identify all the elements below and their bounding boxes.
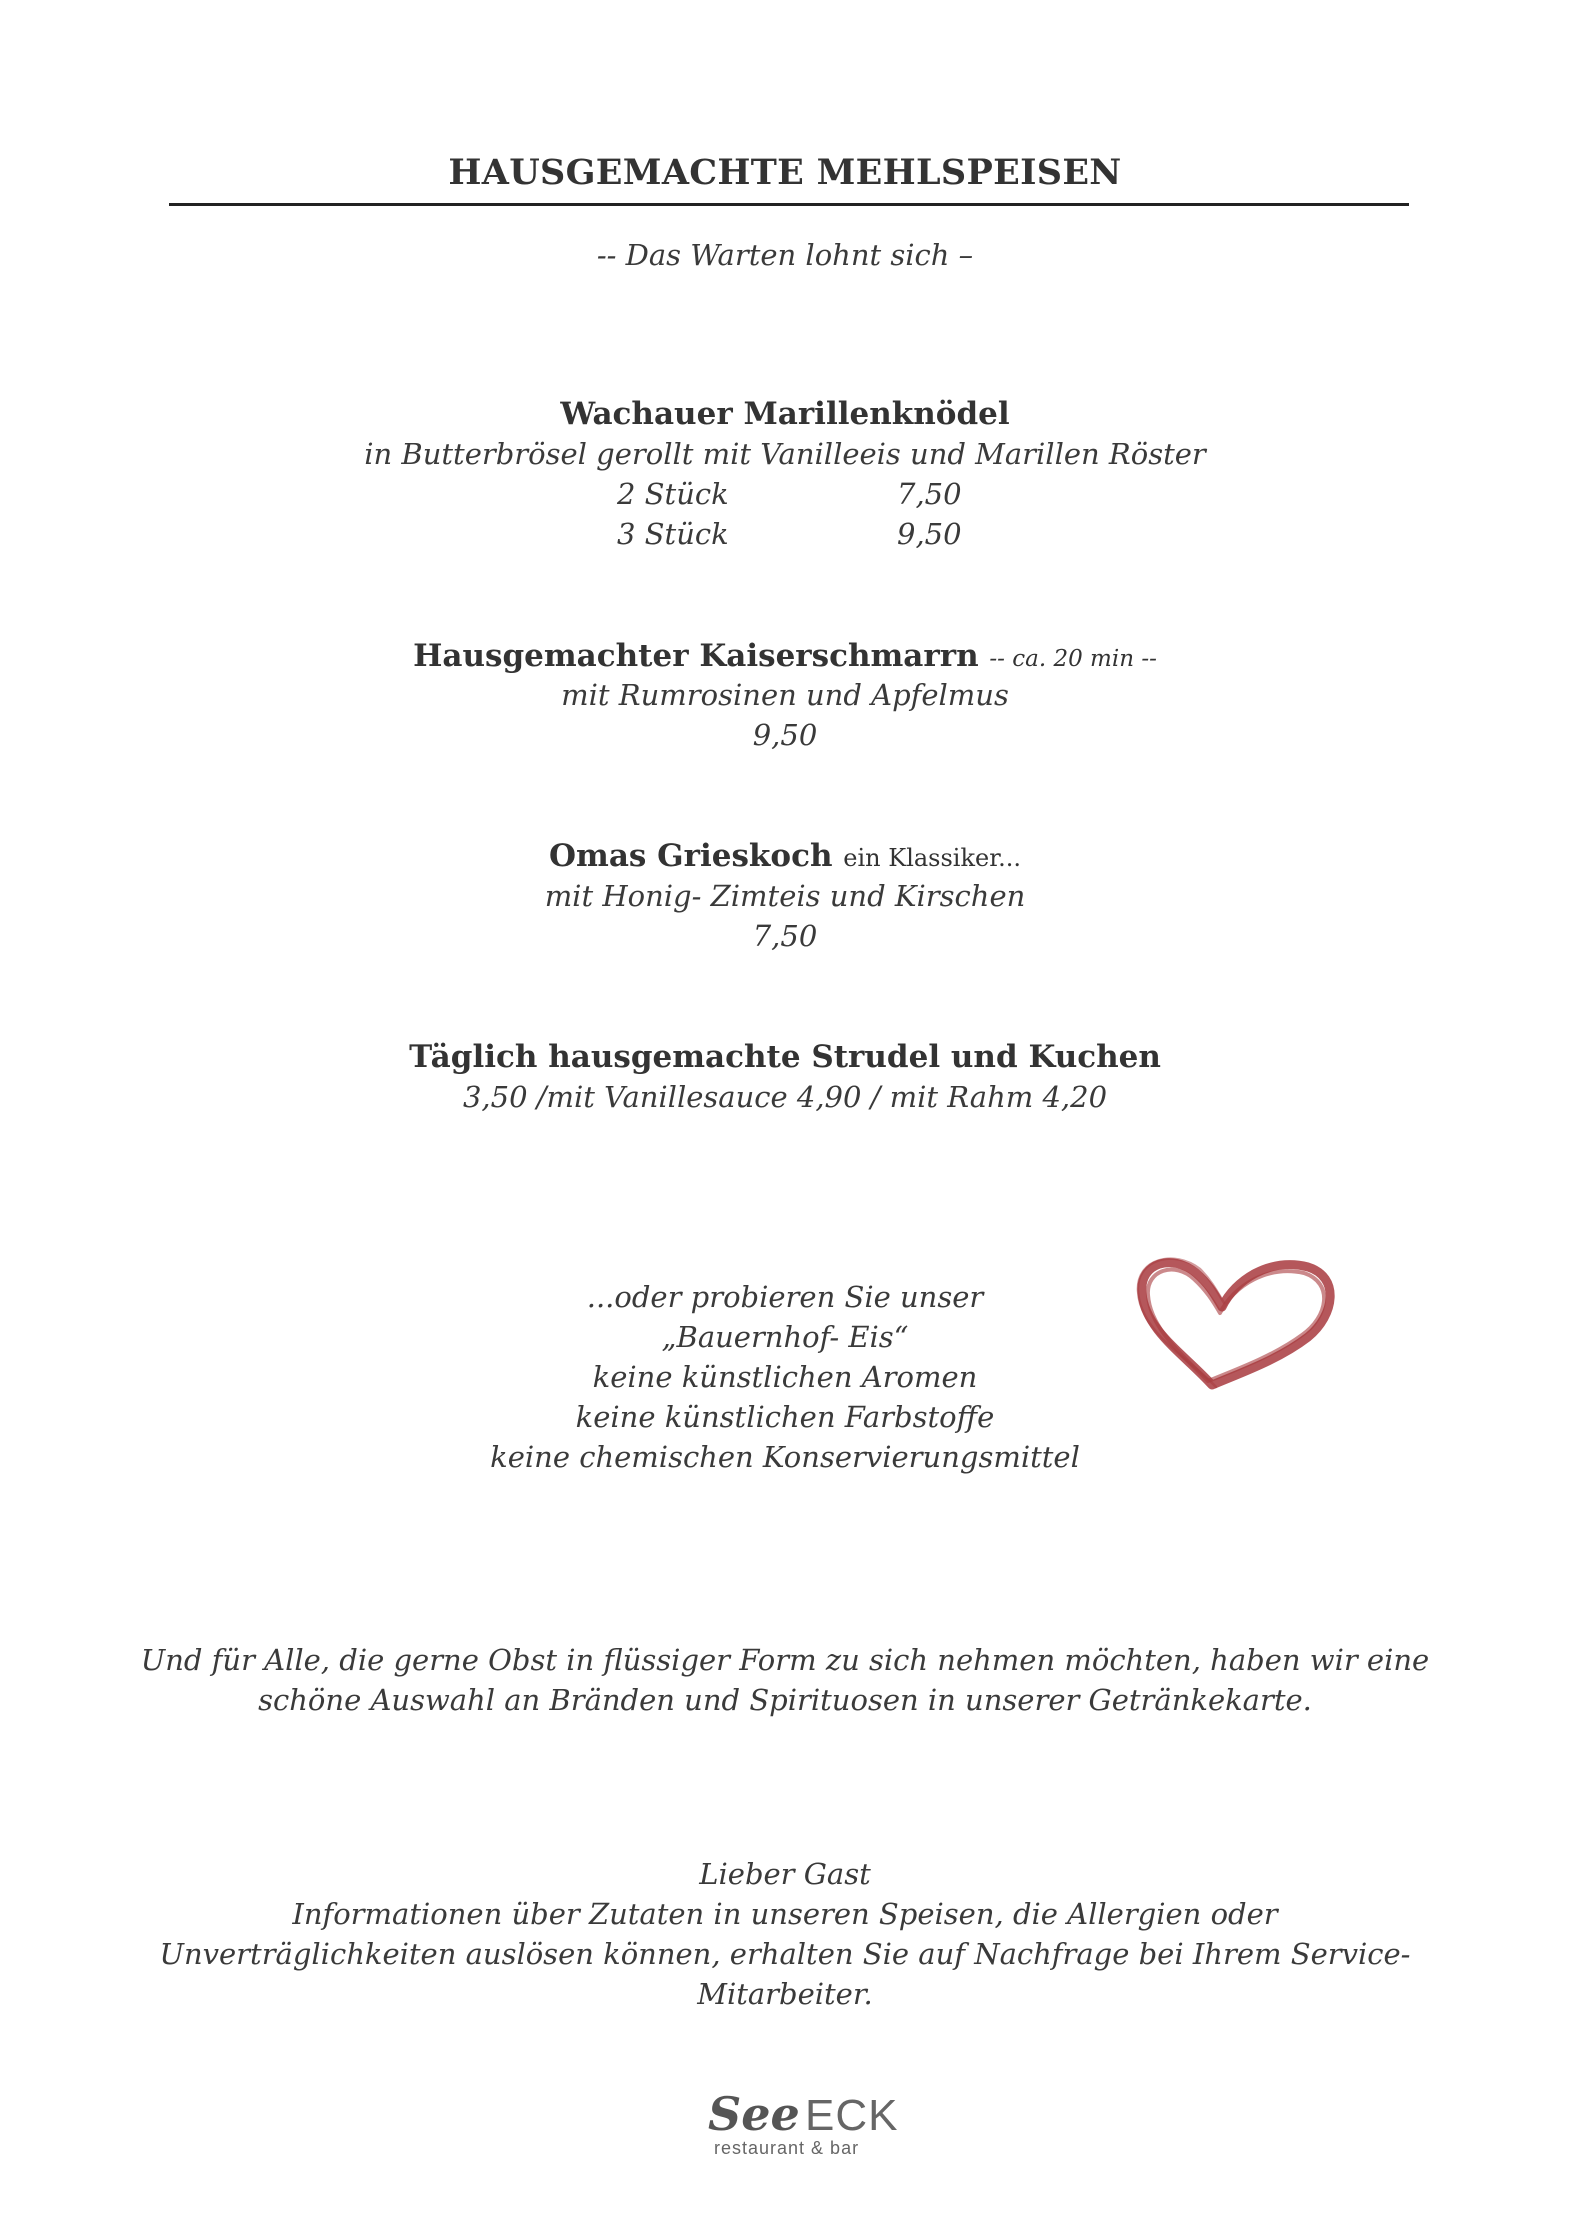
item-price-kaiserschmarrn: 9,50 [752,718,818,752]
qty-label: 3 Stück [617,517,729,551]
title-divider [169,203,1409,206]
qty-label: 2 Stück [617,477,729,511]
allergen-line: Mitarbeiter. [697,1977,873,2011]
obst-line: schöne Auswahl an Bränden und Spirituosen in unserer Getränkekarte. [258,1683,1312,1717]
item-name-kaiserschmarrn: Hausgemachter Kaiserschmarrn [413,638,979,674]
item-name-marillenknoedel: Wachauer Marillenknödel [560,396,1010,432]
item-desc-strudel: 3,50 /mit Vanillesauce 4,90 / mit Rahm 4,20 [462,1080,1108,1114]
qty-price: 9,50 [897,517,962,551]
eis-line: ...oder probieren Sie unser [586,1280,984,1314]
item-price-grieskoch: 7,50 [752,919,818,953]
allergen-line: Lieber Gast [699,1857,871,1891]
allergen-line: Unverträglichkeiten auslösen können, erhalten Sie auf Nachfrage bei Ihrem Service- [159,1937,1411,1971]
item-desc-grieskoch: mit Honig- Zimteis und Kirschen [544,879,1026,913]
page-title: HAUSGEMACHTE MEHLSPEISEN [448,152,1122,193]
item-heading-grieskoch [0,838,1570,874]
page-subtitle: -- Das Warten lohnt sich – [596,238,974,272]
item-name-strudel: Täglich hausgemachte Strudel und Kuchen [409,1039,1161,1075]
logo-eck: ECK [805,2091,899,2140]
heart-icon [1130,1235,1345,1395]
item-desc-kaiserschmarrn: mit Rumrosinen und Apfelmus [561,678,1009,712]
eis-line: keine künstlichen Aromen [592,1360,978,1394]
seeeck-logo [700,2080,930,2160]
qty-price: 7,50 [897,477,962,511]
eis-line: „Bauernhof- Eis“ [661,1320,909,1354]
item-name-grieskoch: Omas Grieskoch [549,838,833,874]
obst-line: Und für Alle, die gerne Obst in flüssiger Form zu sich nehmen möchten, haben wir eine [140,1643,1430,1677]
item-note-grieskoch: ein Klassiker... [843,844,1021,872]
item-desc-marillenknoedel: in Butterbrösel gerollt mit Vanilleeis und Marillen Röster [364,437,1206,471]
allergen-line: Informationen über Zutaten in unseren Speisen, die Allergien oder [292,1897,1278,1931]
eis-line: keine chemischen Konservierungsmittel [490,1440,1080,1474]
logo-tagline: restaurant & bar [714,2138,860,2158]
logo-see: See [708,2087,800,2141]
item-heading-kaiserschmarrn [0,638,1570,674]
item-note-kaiserschmarrn: -- ca. 20 min -- [989,646,1157,672]
eis-line: keine künstlichen Farbstoffe [575,1400,995,1434]
